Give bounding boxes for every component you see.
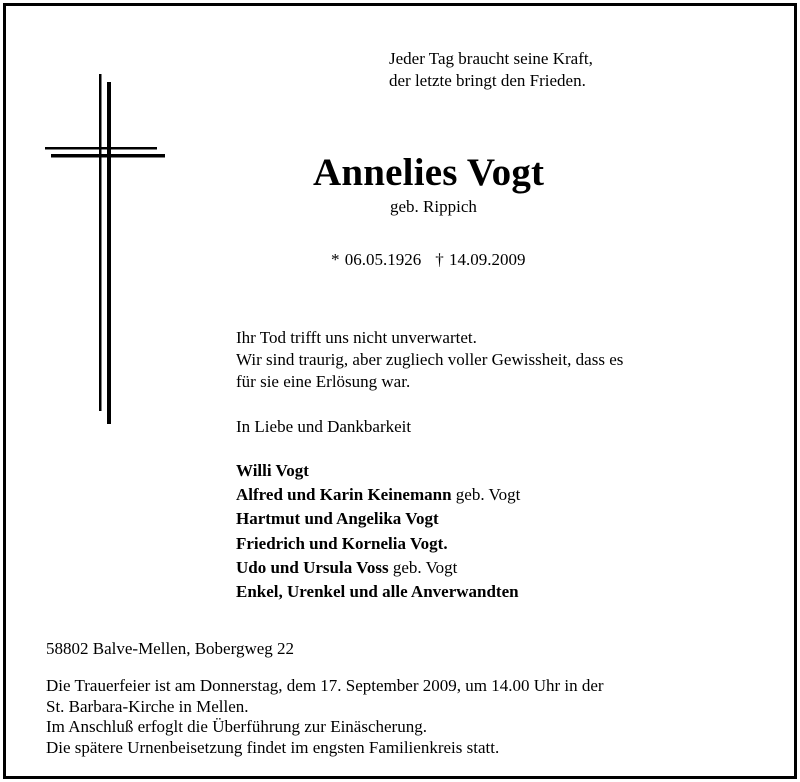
- family-member-note: geb. Vogt: [455, 485, 521, 505]
- family-list: [236, 459, 520, 604]
- deceased-name: Annelies Vogt: [313, 151, 545, 194]
- family-member-name: Alfred und Karin Keinemann: [236, 485, 452, 505]
- closing-line: In Liebe und Dankbarkeit: [236, 417, 412, 436]
- family-entry: [236, 556, 520, 580]
- family-member-name: Enkel, Urenkel und alle Anverwandten: [236, 582, 519, 602]
- message-paragraph: [236, 327, 623, 393]
- death-date: † 14.09.2009: [435, 250, 526, 269]
- birth-date: * 06.05.1926: [331, 250, 422, 269]
- family-entry: [236, 532, 520, 556]
- family-entry: [236, 483, 520, 507]
- motto: [389, 48, 593, 92]
- family-member-name: Udo und Ursula Voss: [236, 557, 389, 577]
- family-member-name: Hartmut und Angelika Vogt: [236, 509, 439, 529]
- family-entry: [236, 507, 520, 531]
- family-member-note: geb. Vogt: [392, 557, 458, 577]
- maiden-name: geb. Rippich: [390, 197, 477, 216]
- motto-line: der letzte bringt den Frieden.: [389, 71, 586, 90]
- address: 58802 Balve-Mellen, Bobergweg 22: [46, 639, 295, 658]
- funeral-line: Die Trauerfeier ist am Donnerstag, dem 17. September 2009, um 14.00 Uhr in der: [46, 676, 604, 695]
- family-member-name: Willi Vogt: [236, 461, 309, 480]
- family-member-name: Friedrich und Kornelia Vogt.: [236, 533, 448, 553]
- funeral-info: [46, 676, 604, 758]
- family-entry: [236, 459, 520, 483]
- funeral-line: Im Anschluß erfoglt die Überführung zur Einäscherung.: [46, 717, 427, 736]
- life-dates: [331, 249, 526, 271]
- message-line: Wir sind traurig, aber zugliech voller Gewissheit, dass es: [236, 350, 624, 369]
- funeral-line: Die spätere Urnenbeisetzung findet im engsten Familienkreis statt.: [46, 737, 500, 757]
- motto-line: Jeder Tag braucht seine Kraft,: [389, 49, 593, 68]
- cross-icon: [45, 70, 175, 430]
- family-entry: [236, 580, 520, 604]
- message-line: Ihr Tod trifft uns nicht unverwartet.: [236, 328, 477, 347]
- funeral-line: St. Barbara-Kirche in Mellen.: [46, 696, 249, 716]
- message-line: für sie eine Erlösung war.: [236, 372, 411, 391]
